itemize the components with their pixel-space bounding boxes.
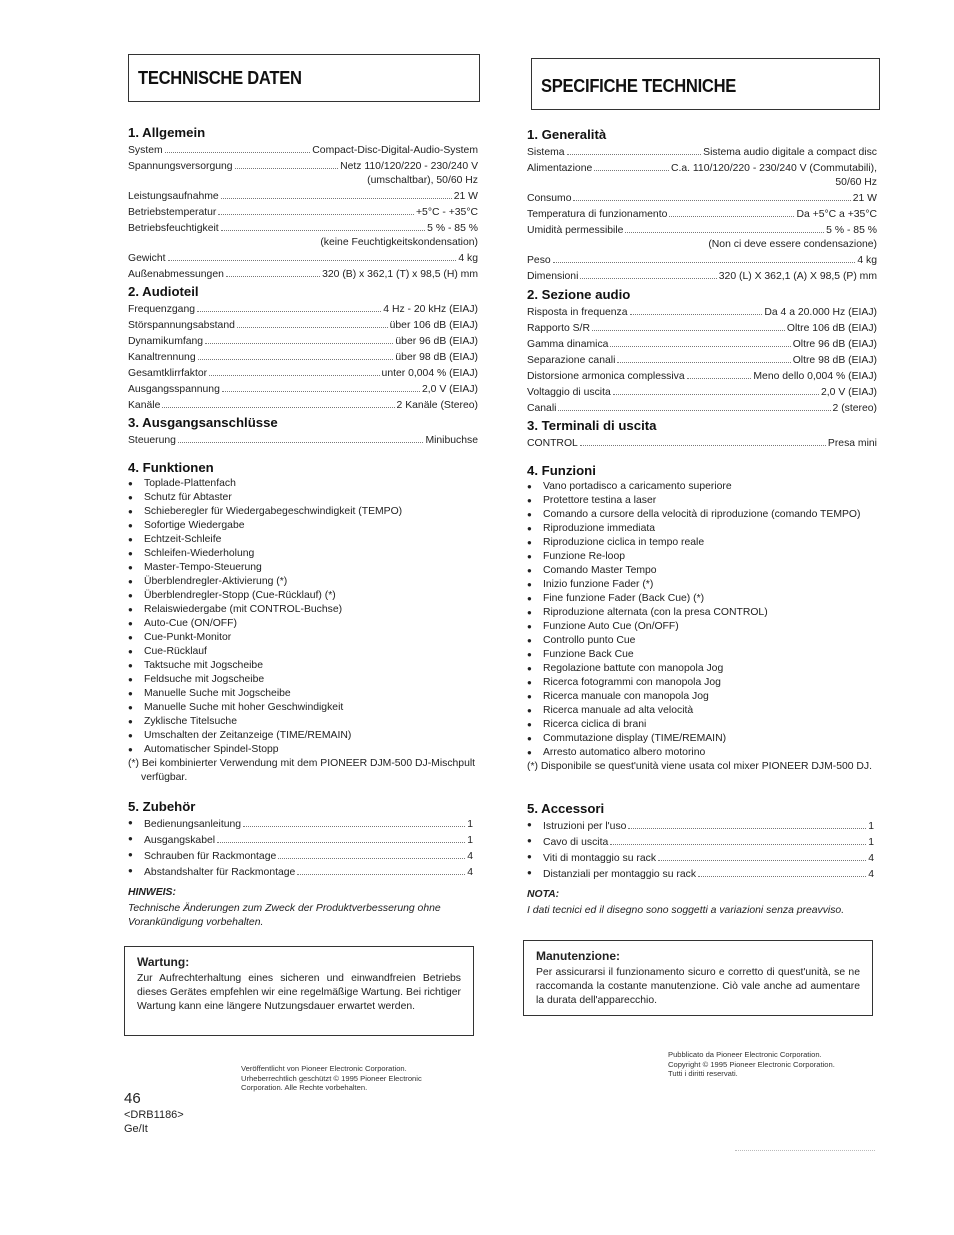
dot-leader [592,320,785,331]
spec-value: 4 Hz - 20 kHz (EIAJ) [383,304,478,315]
section-heading: 4. Funzioni [527,463,596,478]
spec-label: Canali [527,403,557,414]
feature-item: ● Inizio funzione Fader (*) [527,578,877,592]
box-heading: Manutenzione: [536,949,620,963]
feature-item: ● Cue-Rücklauf [128,645,478,659]
spec-label: Betriebsfeuchtigkeit [128,223,219,234]
dot-leader [221,220,425,231]
dot-leader [567,144,702,155]
accessory-quantity: 1 [868,837,874,848]
feature-item: ● Vano portadisco a caricamento superiore [527,480,877,494]
dot-leader [178,432,423,443]
feature-item: ● Manuelle Suche mit Jogscheibe [128,687,478,701]
note-text: Technische Änderungen zum Zweck der Produktverbesserung ohne Vorankündigung vorbehalten. [128,903,441,928]
accessory-label: ● Viti di montaggio su rack [543,853,657,864]
page-number: 46 [124,1090,141,1107]
it-section-4 [527,463,877,774]
dot-leader [553,252,856,263]
feature-item: ● Zyklische Titelsuche [128,715,478,729]
box-text: Per assicurarsi il funzionamento sicuro e corretto di quest'unità, se ne raccomanda la costante manutenzione. Ciò vale anche ad aumentare la durata dell'apparecchio. [536,967,860,1006]
spec-row [527,190,877,206]
spec-value: 4 kg [458,253,478,264]
accessory-label: ● Abstandshalter für Rackmontage [144,867,296,878]
dot-leader [687,368,752,379]
dot-leader [698,866,866,877]
feature-item: ● Riproduzione immediata [527,522,877,536]
footnote: (*) Bei kombinierter Verwendung mit dem PIONEER DJM-500 DJ-Mischpult verfügbar. [128,758,476,783]
dot-leader [558,400,830,411]
it-section-1 [527,127,877,284]
feature-item: ● Protettore testina a laser [527,494,877,508]
spec-label: Gesamtklirrfaktor [128,368,208,379]
spec-row [128,250,478,266]
spec-label: Dimensioni [527,271,579,282]
dot-leader [165,142,311,153]
spec-label: Risposta in frequenza [527,307,628,318]
feature-item: ● Schleifen-Wiederholung [128,547,478,561]
dot-leader [297,864,465,875]
spec-row [527,144,877,160]
spec-value: 21 W [453,191,478,202]
dot-leader [594,160,669,171]
dot-leader [613,384,819,395]
feature-item: ● Auto-Cue (ON/OFF) [128,617,478,631]
feature-item: ● Cue-Punkt-Monitor [128,631,478,645]
spec-row [128,204,478,220]
publisher-notice-de: Veröffentlicht von Pioneer Electronic Corporation. Urheberrechtlich geschützt © 1995 Pioneer Electronic Corporation. Alle Rechte vorbehalten. [241,1064,422,1092]
spec-label: Leistungsaufnahme [128,191,219,202]
spec-row [128,317,478,333]
spec-continuation: 50/60 Hz [835,177,877,188]
feature-item: ● Funzione Auto Cue (On/OFF) [527,620,877,634]
accessory-quantity: 4 [868,853,874,864]
feature-item: ● Commutazione display (TIME/REMAIN) [527,732,877,746]
accessory-item [128,832,473,848]
spec-label: Gamma dinamica [527,339,609,350]
dot-leader [580,435,826,446]
spec-value: Minibuchse [425,435,478,446]
spec-label: Separazione canali [527,355,616,366]
accessory-quantity: 4 [868,869,874,880]
german-title-box [128,54,480,102]
dot-leader [628,818,866,829]
feature-item: ● Ricerca manuale ad alta velocità [527,704,877,718]
publisher-notice-it: Pubblicato da Pioneer Electronic Corporation. Copyright © 1995 Pioneer Electronic Corporation. Tutti i diritti reservati. [668,1050,835,1078]
note-heading: HINWEIS: [128,887,176,898]
accessory-item [527,834,874,850]
feature-item: ● Manuelle Suche mit hoher Geschwindigkeit [128,701,478,715]
accessory-label: ● Ausgangskabel [144,835,216,846]
spec-row [128,266,478,282]
spec-row [527,400,877,416]
spec-label: Störspannungsabstand [128,320,235,331]
spec-row [128,220,478,236]
dot-leader [221,188,452,199]
accessory-quantity: 4 [467,867,473,878]
spec-row [128,188,478,204]
spec-value: über 96 dB (EIAJ) [395,336,478,347]
accessory-item [527,818,874,834]
dot-leader [235,158,339,169]
de-section-5 [128,799,478,880]
feature-item: ● Funzione Re-loop [527,550,877,564]
note-heading: NOTA: [527,889,560,900]
section-heading: 2. Audioteil [128,284,199,299]
spec-value: 320 (B) x 362,1 (T) x 98,5 (H) mm [322,269,478,280]
spec-value: Presa mini [827,438,877,449]
feature-item: ● Ricerca fotogrammi con manopola Jog [527,676,877,690]
dot-leader [222,381,420,392]
spec-row [527,206,877,222]
italian-title: SPECIFICHE TECHNICHE [541,76,737,96]
spec-label: CONTROL [527,438,578,449]
box-heading: Wartung: [137,955,190,969]
spec-row [527,268,877,284]
accessory-item [527,866,874,882]
spec-row [128,158,478,174]
spec-value: Oltre 96 dB (EIAJ) [792,339,877,350]
spec-value: C.a. 110/120/220 - 230/240 V (Commutabili), [670,163,877,174]
note-text: I dati tecnici ed il disegno sono soggetti a variazioni senza preavviso. [527,905,845,916]
accessory-quantity: 1 [868,821,874,832]
spec-row [527,435,877,451]
feature-item: ● Sofortige Wiedergabe [128,519,478,533]
feature-item: ● Umschalten der Zeitanzeige (TIME/REMAIN) [128,729,478,743]
section-heading: 2. Sezione audio [527,287,631,302]
dot-leader [573,190,850,201]
feature-item: ● Überblendregler-Aktivierung (*) [128,575,478,589]
section-heading: 5. Zubehör [128,799,196,814]
spec-value: Sistema audio digitale a compact disc [703,147,877,158]
dot-leader [226,266,320,277]
spec-value: Oltre 106 dB (EIAJ) [786,323,877,334]
spec-label: Spannungsversorgung [128,161,233,172]
it-section-5 [527,801,877,882]
spec-label: Rapporto S/R [527,323,590,334]
de-section-1 [128,125,478,282]
section-heading: 1. Generalità [527,127,607,142]
feature-item: ● Funzione Back Cue [527,648,877,662]
spec-value: 320 (L) X 362,1 (A) X 98,5 (P) mm [718,271,877,282]
spec-row [527,384,877,400]
spec-value: 2,0 V (EIAJ) [820,387,877,398]
section-heading: 1. Allgemein [128,125,206,140]
spec-label: Ausgangsspannung [128,384,220,395]
spec-value: 5 % - 85 % [826,225,877,236]
feature-item: ● Echtzeit-Schleife [128,533,478,547]
spec-value: 21 W [852,193,877,204]
section-heading: 5. Accessori [527,801,605,816]
dot-leader [237,317,388,328]
dot-leader [278,848,465,859]
spec-row [527,252,877,268]
spec-label: Alimentazione [527,163,593,174]
spec-row [128,142,478,158]
feature-item: ● Comando a cursore della velocità di riproduzione (comando TEMPO) [527,508,877,522]
feature-item: ● Schutz für Abtaster [128,491,478,505]
spec-label: Temperatura di funzionamento [527,209,668,220]
dot-leader [198,349,394,360]
dot-leader [610,336,790,347]
spec-value: unter 0,004 % (EIAJ) [381,368,478,379]
de-section-3 [128,415,478,448]
spec-row [128,365,478,381]
spec-label: Steuerung [128,435,176,446]
spec-row [128,397,478,413]
feature-item: ● Taktsuche mit Jogscheibe [128,659,478,673]
section-heading: 3. Terminali di uscita [527,418,657,433]
spec-row [527,352,877,368]
feature-item: ● Automatischer Spindel-Stopp [128,743,478,757]
accessory-quantity: 4 [467,851,473,862]
spec-label: Peso [527,255,551,266]
accessory-label: ● Bedienungsanleitung [144,819,242,830]
spec-value: 4 kg [857,255,877,266]
spec-row [128,301,478,317]
spec-row [128,349,478,365]
feature-item: ● Riproduzione ciclica in tempo reale [527,536,877,550]
spec-label: Voltaggio di uscita [527,387,611,398]
footnote: (*) Disponibile se quest'unità viene usata col mixer PIONEER DJM-500 DJ. [527,761,873,772]
spec-value: Da 4 a 20.000 Hz (EIAJ) [764,307,877,318]
dot-leader [205,333,393,344]
dot-leader [197,301,381,312]
section-heading: 3. Ausgangsanschlüsse [128,415,278,430]
de-section-2 [128,284,478,413]
spec-value: 2 Kanäle (Stereo) [396,400,478,411]
feature-item: ● Regolazione battute con manopola Jog [527,662,877,676]
spec-value: 2 (stereo) [832,403,877,414]
spec-continuation: (keine Feuchtigkeitskondensation) [320,237,478,248]
spec-row [128,381,478,397]
feature-item: ● Relaiswiedergabe (mit CONTROL-Buchse) [128,603,478,617]
spec-label: Umidità permessibile [527,225,624,236]
spec-label: Kanäle [128,400,161,411]
feature-item: ● Fine funzione Fader (Back Cue) (*) [527,592,877,606]
dot-leader [168,250,457,261]
spec-value: Da +5°C a +35°C [796,209,877,220]
dot-leader [217,832,465,843]
accessory-item [128,864,473,880]
feature-item: ● Schieberegler für Wiedergabegeschwindigkeit (TEMPO) [128,505,478,519]
spec-label: Betriebstemperatur [128,207,217,218]
german-title: TECHNISCHE DATEN [138,68,302,88]
spec-label: Frequenzgang [128,304,196,315]
spec-row [527,304,877,320]
dot-leader [243,816,465,827]
feature-item: ● Controllo punto Cue [527,634,877,648]
accessory-quantity: 1 [467,819,473,830]
accessory-item [128,848,473,864]
language-code: Ge/It [124,1123,148,1135]
accessory-label: ● Distanziali per montaggio su rack [543,869,697,880]
spec-row [527,160,877,176]
page-info [124,1090,184,1136]
spec-label: Consumo [527,193,572,204]
de-section-4 [128,460,478,785]
feature-item: ● Comando Master Tempo [527,564,877,578]
feature-item: ● Riproduzione alternata (con la presa CONTROL) [527,606,877,620]
accessory-item [128,816,473,832]
feature-item: ● Feldsuche mit Jogscheibe [128,673,478,687]
spec-value: 5 % - 85 % [427,223,478,234]
italian-title-box [531,58,880,110]
spec-value: 2,0 V (EIAJ) [421,384,478,395]
feature-item: ● Arresto automatico albero motorino [527,746,877,760]
spec-value: Compact-Disc-Digital-Audio-System [312,145,478,156]
dot-leader [580,268,716,279]
spec-value: Meno dello 0,004 % (EIAJ) [753,371,877,382]
spec-label: System [128,145,163,156]
box-text: Zur Aufrechterhaltung eines sicheren und einwandfreien Betriebs dieses Gerätes empfehlen wir eine regelmäßige Wartung. Bei richtiger Wartung kann eine längere Nutzungsdauer erwartet werden. [137,973,461,1012]
section-heading: 4. Funktionen [128,460,214,475]
dot-leader [617,352,790,363]
dot-leader [630,304,763,315]
feature-item: ● Toplade-Plattenfach [128,477,478,491]
feature-item: ● Ricerca ciclica di brani [527,718,877,732]
dot-leader [218,204,414,215]
spec-label: Dynamikumfang [128,336,204,347]
spec-label: Gewicht [128,253,166,264]
spec-row [128,432,478,448]
spec-label: Distorsione armonica complessiva [527,371,685,382]
spec-value: über 106 dB (EIAJ) [389,320,478,331]
spec-value: über 98 dB (EIAJ) [395,352,478,363]
spec-row [527,222,877,238]
accessory-item [527,850,874,866]
accessory-quantity: 1 [467,835,473,846]
spec-label: Sistema [527,147,565,158]
spec-value: Netz 110/120/220 - 230/240 V [340,161,478,172]
dot-leader [209,365,379,376]
spec-label: Kanaltrennung [128,352,196,363]
it-section-2 [527,287,877,416]
spec-row [527,336,877,352]
spec-value: +5°C - +35°C [415,207,478,218]
spec-label: Außenabmessungen [128,269,224,280]
accessory-label: ● Schrauben für Rackmontage [144,851,277,862]
feature-item: ● Ricerca manuale con manopola Jog [527,690,877,704]
feature-item: ● Master-Tempo-Steuerung [128,561,478,575]
dot-leader [669,206,794,217]
dot-leader [610,834,866,845]
dot-leader [625,222,824,233]
feature-item: ● Überblendregler-Stopp (Cue-Rücklauf) (*) [128,589,478,603]
spec-row [128,333,478,349]
dot-leader [658,850,866,861]
spec-continuation: (umschaltbar), 50/60 Hz [367,175,478,186]
spec-continuation: (Non ci deve essere condensazione) [708,239,877,250]
spec-value: Oltre 98 dB (EIAJ) [792,355,877,366]
maintenance-box [523,940,873,1016]
dot-leader [162,397,394,408]
faint-rule [735,1150,875,1151]
spec-row [527,368,877,384]
it-section-3 [527,418,877,451]
maintenance-box [124,946,474,1036]
spec-row [527,320,877,336]
accessory-label: ● Istruzioni per l'uso [543,821,627,832]
document-code: <DRB1186> [124,1109,184,1121]
accessory-label: ● Cavo di uscita [543,837,609,848]
